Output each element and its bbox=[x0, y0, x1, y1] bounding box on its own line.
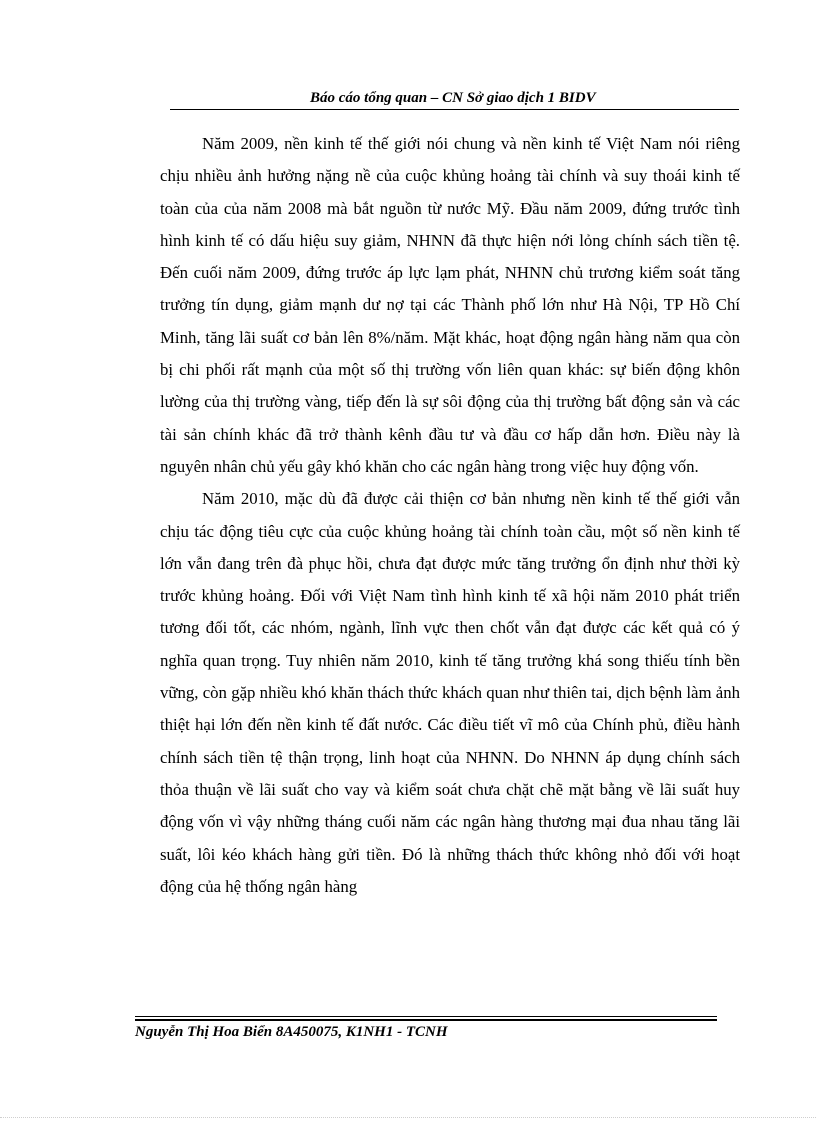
page-header-title: Báo cáo tổng quan – CN Sở giao dịch 1 BIDV bbox=[310, 90, 596, 106]
header-divider bbox=[170, 109, 739, 110]
paragraph-2010: Năm 2010, mặc dù đã được cải thiện cơ bản nhưng nền kinh tế thế giới vẫn chịu tác động tiêu cực của cuộc khủng hoảng tài chính toàn cầu, một số nền kinh tế lớn vẫn đang trên đà phục hồi, chưa đạt được mức tăng trưởng ổn định như thời kỳ trước khủng hoảng. Đối với Việt Nam tình hình kinh tế xã hội năm 2010 phát triển tương đối tốt, các nhóm, ngành, lĩnh vực then chốt vẫn đạt được các kết quả có ý nghĩa quan trọng. Tuy nhiên năm 2010, kinh tế tăng trưởng khá song thiếu tính bền vững, còn gặp nhiều khó khăn thách thức khách quan như thiên tai, dịch bệnh làm ảnh thiệt hại lớn đến nền kinh tế đất nước. Các điều tiết vĩ mô của Chính phủ, điều hành chính sách tiền tệ thận trọng, linh hoạt của NHNN. Do NHNN áp dụng chính sách thỏa thuận về lãi suất cho vay và kiểm soát chưa chặt chẽ mặt bằng về lãi suất huy động vốn vì vậy những tháng cuối năm các ngân hàng thương mại đua nhau tăng lãi suất, lôi kéo khách hàng gửi tiền. Đó là những thách thức không nhỏ đối với hoạt động của hệ thống ngân hàng bbox=[160, 489, 740, 896]
footer-divider-thick bbox=[135, 1019, 717, 1021]
paragraph-2009: Năm 2009, nền kinh tế thế giới nói chung và nền kinh tế Việt Nam nói riêng chịu nhiều ảnh hưởng nặng nề của cuộc khủng hoảng tài chính và suy thoái kinh tế toàn của của năm 2008 mà bắt nguồn từ nước Mỹ. Đầu năm 2009, đứng trước tình hình kinh tế có dấu hiệu suy giảm, NHNN đã thực hiện nới lỏng chính sách tiền tệ. Đến cuối năm 2009, đứng trước áp lực lạm phát, NHNN chủ trương kiểm soát tăng trưởng tín dụng, giảm mạnh dư nợ tại các Thành phố lớn như Hà Nội, TP Hồ Chí Minh, tăng lãi suất cơ bản lên 8%/năm. Mặt khác, hoạt động ngân hàng năm qua còn bị chi phối rất mạnh của một số thị trường vốn liên quan khác: sự biến động khôn lường của thị trường vàng, tiếp đến là sự sôi động của thị trường bất động sản và các tài sản chính khác đã trở thành kênh đầu tư và đầu cơ hấp dẫn hơn. Điều này là nguyên nhân chủ yếu gây khó khăn cho các ngân hàng trong việc huy động vốn. bbox=[160, 134, 740, 476]
document-body bbox=[160, 128, 740, 903]
footer-divider-thin bbox=[135, 1016, 717, 1017]
footer-author: Nguyễn Thị Hoa Biển 8A450075, K1NH1 - TCNH bbox=[135, 1024, 448, 1040]
page-boundary bbox=[0, 1117, 816, 1118]
